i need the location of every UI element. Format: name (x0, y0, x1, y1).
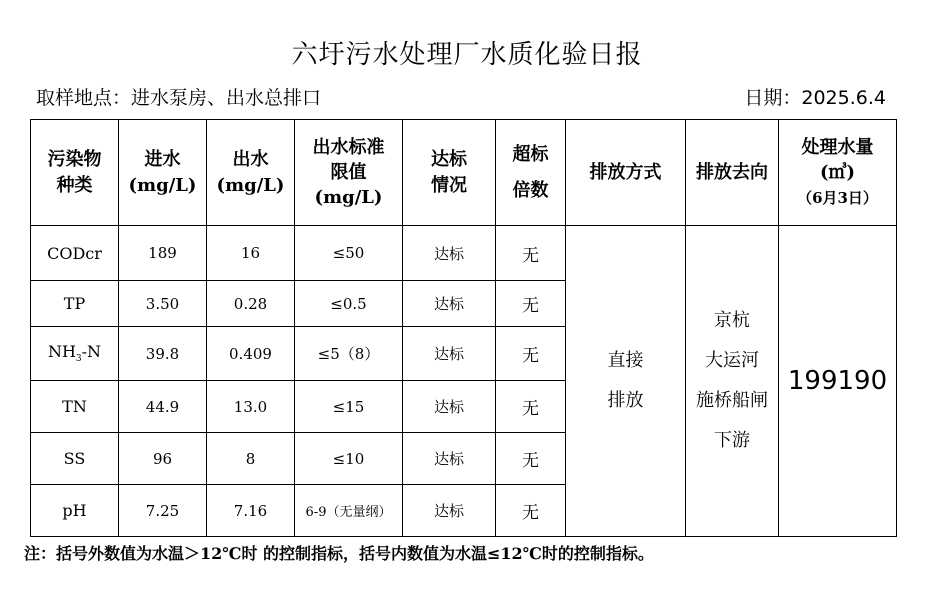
table-row (31, 226, 897, 281)
header-limit: 出水标准 限值 (mg/L) (295, 120, 403, 226)
sampling-location: 取样地点：进水泵房、出水总排口 (36, 87, 322, 109)
effluent-value: 13.0 (207, 381, 295, 433)
exceed-value: 无 (496, 226, 566, 281)
limit-value: ≤5（8） (295, 327, 403, 381)
header-effluent: 出水 (mg/L) (207, 120, 295, 226)
discharge-method-cell: 直接 排放 (566, 226, 686, 537)
status-value: 达标 (403, 281, 496, 327)
influent-value: 96 (119, 433, 207, 485)
effluent-value: 7.16 (207, 485, 295, 537)
exceed-value: 无 (496, 381, 566, 433)
header-status: 达标 情况 (403, 120, 496, 226)
pollutant-name: $NH_3-N$ (31, 327, 119, 381)
limit-value: 6-9（无量纲） (295, 485, 403, 537)
discharge-destination-cell: 京杭 大运河 施桥船闸 下游 (686, 226, 779, 537)
report-title: 六圩污水处理厂水质化验日报 (291, 40, 643, 70)
status-value: 达标 (403, 485, 496, 537)
water-quality-table (30, 119, 897, 537)
influent-value: 44.9 (119, 381, 207, 433)
limit-value: ≤0.5 (295, 281, 403, 327)
influent-value: 7.25 (119, 485, 207, 537)
status-value: 达标 (403, 381, 496, 433)
header-pollutant: 污染物 种类 (31, 120, 119, 226)
header-volume: 处理水量 (㎥) （6月3日） (779, 120, 897, 226)
exceed-value: 无 (496, 281, 566, 327)
influent-value: 39.8 (119, 327, 207, 381)
pollutant-name: SS (31, 433, 119, 485)
pollutant-name: TN (31, 381, 119, 433)
limit-value: ≤15 (295, 381, 403, 433)
footnote: 注：括号外数值为水温＞12℃时 的控制指标，括号内数值为水温≤12℃时的控制指标。 (24, 544, 654, 563)
limit-value: ≤10 (295, 433, 403, 485)
effluent-value: 16 (207, 226, 295, 281)
pollutant-name: CODcr (31, 226, 119, 281)
status-value: 达标 (403, 327, 496, 381)
limit-value: ≤50 (295, 226, 403, 281)
exceed-value: 无 (496, 327, 566, 381)
influent-value: 3.50 (119, 281, 207, 327)
status-value: 达标 (403, 433, 496, 485)
influent-value: 189 (119, 226, 207, 281)
pollutant-name: pH (31, 485, 119, 537)
treated-volume-cell: 199190 (779, 226, 897, 537)
effluent-value: 0.28 (207, 281, 295, 327)
exceed-value: 无 (496, 485, 566, 537)
header-discharge-destination: 排放去向 (686, 120, 779, 226)
effluent-value: 0.409 (207, 327, 295, 381)
status-value: 达标 (403, 226, 496, 281)
exceed-value: 无 (496, 433, 566, 485)
pollutant-name: TP (31, 281, 119, 327)
report-date: 日期：2025.6.4 (744, 87, 886, 109)
header-row (31, 120, 897, 226)
effluent-value: 8 (207, 433, 295, 485)
header-exceed: 超标 倍数 (496, 120, 566, 226)
header-discharge-method: 排放方式 (566, 120, 686, 226)
header-influent: 进水 (mg/L) (119, 120, 207, 226)
